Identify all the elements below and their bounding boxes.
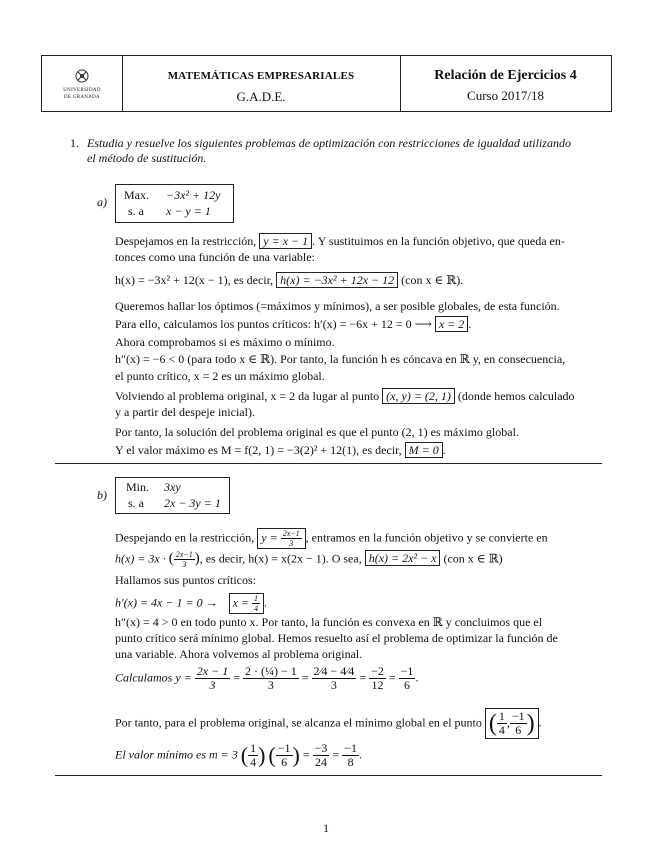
equals: = <box>233 670 240 685</box>
part-b-line-8 <box>115 665 418 692</box>
text: Calculamos y = <box>115 670 192 685</box>
header-table <box>41 55 612 112</box>
denominator: 4 <box>250 755 257 769</box>
part-a-line-1 <box>115 233 565 249</box>
fraction <box>497 710 507 737</box>
text: Volviendo al problema original, x = 2 da lugar al punto <box>115 389 380 403</box>
part-a-constraint-keyword: s. a <box>128 204 144 218</box>
part-a-line-9 <box>115 388 575 404</box>
numerator: 2 · (¼) − 1 <box>244 664 297 678</box>
logo-cell <box>42 56 123 111</box>
numerator: 1 <box>250 741 257 755</box>
dot: . <box>415 670 419 685</box>
part-a-line-7: h″(x) = −6 < 0 (para todo x ∈ ℝ). Por tanto, la función h es cóncava en ℝ y, en consecuencia, <box>115 352 566 366</box>
fraction <box>276 742 293 769</box>
text: Despejando en la restricción, <box>115 530 255 545</box>
denominator: 6 <box>515 723 522 737</box>
text: (donde hemos calculado <box>457 389 575 403</box>
part-b-label: b) <box>97 488 107 502</box>
result-box-y: y = x − 1 <box>259 233 312 249</box>
denominator: 3 <box>267 678 274 692</box>
fraction <box>313 742 330 769</box>
part-b-problem-box <box>115 477 230 514</box>
exercise-number: 1. <box>70 136 79 150</box>
part-a-line-10: y a partir del despeje inicial). <box>115 405 255 419</box>
part-a-line-6: Ahora comprobamos si es máximo o mínimo. <box>115 335 335 349</box>
part-a-line-4: Queremos hallar los óptimos (=máximos y mínimos), a ser posible globales, de esta función. <box>115 299 560 313</box>
part-a-objective: −3x² + 12y <box>166 188 221 202</box>
numerator: 1 <box>498 709 505 723</box>
fraction <box>510 710 527 737</box>
paren: ) <box>526 710 535 737</box>
numerator: −1 <box>277 741 291 755</box>
equals: = <box>332 747 340 762</box>
part-a-problem-box <box>115 184 234 223</box>
denominator: 6 <box>404 678 411 692</box>
part-b-line-6: punto crítico será mínimo global. Hemos resuelto así el problema de optimizar la función de <box>115 631 558 645</box>
result-box-critical <box>229 593 264 614</box>
fraction-1 <box>195 665 230 692</box>
denominator: 3 <box>209 678 216 692</box>
part-b-line-3: Hallamos sus puntos críticos: <box>115 573 256 587</box>
text: (con x ∈ ℝ) <box>443 551 503 566</box>
logo-line-1: UNIVERSIDAD <box>63 88 101 93</box>
fraction-2 <box>243 665 299 692</box>
text: . Y sustituimos en la función objetivo, que queda en- <box>312 234 565 248</box>
equals: = <box>359 670 367 685</box>
numerator: −1 <box>344 741 357 755</box>
part-b-objective: 3xy <box>164 480 181 494</box>
paren: ( <box>488 710 497 737</box>
text: (con x ∈ ℝ). <box>401 273 464 287</box>
sheet-cell <box>400 56 611 111</box>
text: . <box>468 317 472 331</box>
dot: . <box>358 747 362 762</box>
result-box-h: h(x) = −3x² + 12x − 12 <box>276 272 398 288</box>
denominator: 3 <box>182 560 187 569</box>
fraction <box>252 594 260 613</box>
denominator: 8 <box>347 755 354 769</box>
part-b-objective-keyword: Min. <box>126 480 150 494</box>
numerator: 2⁄4 − 4⁄4 <box>313 664 355 678</box>
part-a-line-8: el punto crítico, x = 2 es un máximo global. <box>115 369 325 383</box>
fraction <box>174 550 195 569</box>
part-a-line-5 <box>115 316 471 332</box>
part-a-objective-keyword: Max. <box>124 188 149 202</box>
denominator: 4 <box>254 604 258 613</box>
separator-a <box>55 463 602 464</box>
numerator: −3 <box>314 741 328 755</box>
denominator: 4 <box>498 723 505 737</box>
part-b-line-7: una variable. Ahora volvemos al problema original. <box>115 647 363 661</box>
fraction <box>248 742 258 769</box>
text: y = <box>261 530 278 545</box>
result-box-max: M = 0 <box>405 442 443 458</box>
numerator: 2x−1 <box>175 550 193 559</box>
paren: ) <box>194 550 200 567</box>
course-year: Curso 2017/18 <box>467 88 544 103</box>
numerator: −2 <box>371 664 384 678</box>
sheet-title: Relación de Ejercicios 4 <box>434 68 577 83</box>
text: Para ello, calculamos los puntos críticos: h′(x) = −6x + 12 = 0 ⟶ <box>115 317 432 331</box>
fraction-3 <box>312 665 357 692</box>
part-a-line-12 <box>115 442 446 458</box>
equals: = <box>302 747 310 762</box>
logo-line-2: DE GRANADA <box>64 95 100 100</box>
text: , entramos en la función objetivo y se convierte en <box>305 530 548 545</box>
part-b-line-10 <box>115 742 362 769</box>
denominator: 6 <box>281 755 288 769</box>
subject-cell <box>122 56 401 111</box>
paren: ( <box>168 550 174 567</box>
exercise-statement-line-2: el método de sustitución. <box>87 151 207 165</box>
paren: ( <box>240 742 249 768</box>
part-b-line-9 <box>115 708 542 739</box>
page-number: 1 <box>323 821 329 835</box>
text: h′(x) = 4x − 1 = 0 → <box>115 595 218 610</box>
text: Despejamos en la restricción, <box>115 234 257 248</box>
text: , es decir, h(x) = x(2x − 1). O sea, <box>199 551 362 566</box>
text: x = <box>232 595 249 610</box>
subject-title: MATEMÁTICAS EMPRESARIALES <box>167 70 355 82</box>
numerator: −1 <box>511 709 525 723</box>
result-box-point: (x, y) = (2, 1) <box>382 388 455 404</box>
part-b-line-4 <box>115 593 267 614</box>
text: h(x) = 3x · <box>115 551 166 566</box>
numerator: 2x − 1 <box>196 664 229 678</box>
denominator: 24 <box>315 755 328 769</box>
denominator: 12 <box>371 678 384 692</box>
part-a-line-11: Por tanto, la solución del problema original es que el punto (2, 1) es máximo global. <box>115 425 519 439</box>
equals: = <box>388 670 396 685</box>
paren: ) <box>258 742 266 768</box>
denominator: 3 <box>330 678 337 692</box>
exercise-statement-line-1: Estudia y resuelve los siguientes problemas de optimización con restricciones de igualdad utilizando <box>87 136 571 150</box>
result-box-h: h(x) = 2x² − x <box>365 550 441 566</box>
numerator: −1 <box>400 664 414 678</box>
fraction-5 <box>399 664 419 692</box>
part-a-label: a) <box>97 195 107 209</box>
dot: . <box>538 715 542 730</box>
part-b-constraint: 2x − 3y = 1 <box>164 496 221 510</box>
text: Y el valor máximo es M = f(2, 1) = −3(2)² + 12(1), es decir, <box>115 443 402 457</box>
paren: ( <box>268 742 276 768</box>
result-box-y <box>257 528 305 549</box>
text: Por tanto, para el problema original, se alcanza el mínimo global en el punto <box>115 715 482 730</box>
fraction <box>342 742 359 769</box>
numerator: 2x−1 <box>282 529 300 538</box>
numerator: 1 <box>254 594 258 603</box>
degree-title: G.A.D.E. <box>236 89 286 104</box>
part-b-line-1 <box>115 528 548 549</box>
part-b-line-5: h″(x) = 4 > 0 en todo punto x. Por tanto, la función es convexa en ℝ y concluimos que el <box>115 615 543 629</box>
part-b-line-2 <box>115 550 503 569</box>
part-a-constraint: x − y = 1 <box>166 204 211 218</box>
equals: = <box>301 670 309 685</box>
part-a-line-3 <box>115 272 463 288</box>
text: El valor mínimo es m = 3 <box>115 747 238 762</box>
denominator: 3 <box>289 539 294 548</box>
part-b-constraint-keyword: s. a <box>128 496 144 510</box>
text: h(x) = −3x² + 12(x − 1), es decir, <box>115 273 274 287</box>
result-box-point: ( $\frac{1}{4}$ , $\frac{-1}{6}$ ) <box>485 708 539 739</box>
text: . <box>442 443 446 457</box>
university-crest-icon <box>73 68 91 84</box>
text: . <box>264 595 267 610</box>
paren: ) <box>292 742 300 768</box>
result-box-critical: x = 2 <box>435 316 468 332</box>
part-a-line-2: tonces como una función de una variable: <box>115 250 315 264</box>
fraction-4 <box>369 665 386 692</box>
fraction <box>281 529 302 548</box>
separator-b <box>55 775 602 776</box>
